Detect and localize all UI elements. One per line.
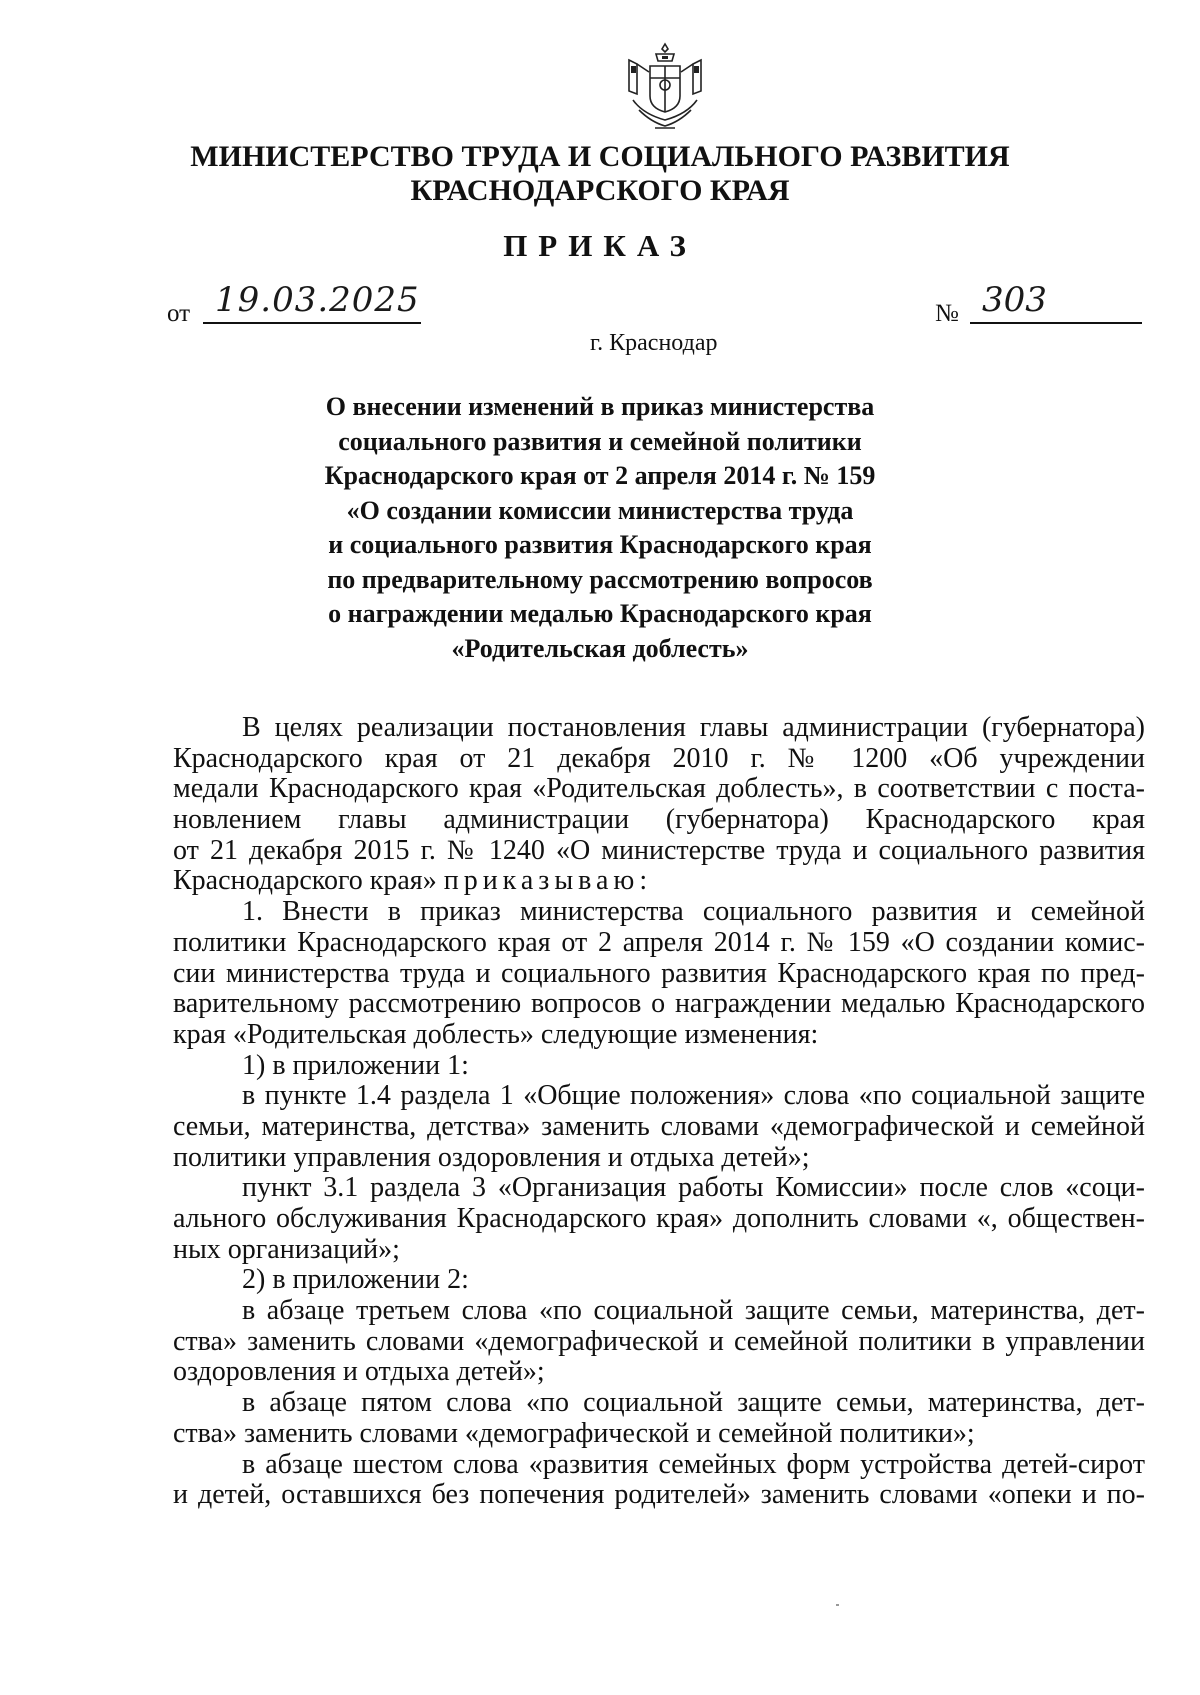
ministry-name-line1: МИНИСТЕРСТВО ТРУДА И СОЦИАЛЬНОГО РАЗВИТИЯ bbox=[190, 140, 1010, 173]
body-line: ального обслуживания Краснодарского края» дополнить словами «, обществен- bbox=[173, 1203, 1145, 1234]
city: г. Краснодар bbox=[590, 330, 718, 356]
subject-line: Краснодарского края от 2 апреля 2014 г. № 159 bbox=[324, 461, 876, 490]
body-line: в пункте 1.4 раздела 1 «Общие положения» слова «по социальной защите bbox=[242, 1080, 1145, 1112]
body-line: оздоровления и отдыха детей»; bbox=[173, 1356, 545, 1388]
body-line bbox=[173, 866, 1145, 897]
scan-speck bbox=[836, 1604, 839, 1606]
order-subject bbox=[0, 390, 1200, 666]
body-line: сии министерства труда и социального развития Краснодарского края по пред- bbox=[173, 957, 1145, 989]
body-line: политики Краснодарского края от 2 апреля 2014 г. № 159 «О создании комис- bbox=[173, 926, 1145, 958]
body-line: 2) в приложении 2: bbox=[242, 1264, 469, 1296]
subject-line: по предварительному рассмотрению вопросов bbox=[327, 564, 873, 594]
body-line: в абзаце третьем слова «по социальной защите семьи, материнства, дет- bbox=[242, 1295, 1145, 1327]
krasnodar-coat-of-arms-icon bbox=[625, 40, 705, 140]
order-title: ПРИКАЗ bbox=[503, 228, 697, 263]
ministry-name bbox=[0, 140, 1200, 208]
document-body bbox=[173, 713, 1145, 1511]
ministry-name-line2: КРАСНОДАРСКОГО КРАЯ bbox=[410, 174, 790, 207]
number-underline bbox=[970, 322, 1142, 324]
body-line: варительному рассмотрению вопросов о награждении медалью Краснодарского bbox=[173, 988, 1145, 1020]
body-text: Краснодарского края» bbox=[173, 865, 437, 897]
body-line: края «Родительская доблесть» следующие изменения: bbox=[173, 1018, 819, 1050]
date-underline bbox=[203, 322, 421, 324]
order-keyword: приказываю: bbox=[443, 865, 653, 897]
body-line: семьи, материнства, детства» заменить словами «демографической и семейной bbox=[173, 1110, 1145, 1142]
date-value: 19.03.2025 bbox=[215, 280, 420, 320]
body-line: от 21 декабря 2015 г. № 1240 «О министерстве труда и социального развития bbox=[173, 834, 1145, 866]
body-line: ства» заменить словами «демографической и семейной политики»; bbox=[173, 1417, 975, 1449]
body-line: и детей, оставшихся без попечения родителей» заменить словами «опеки и по- bbox=[173, 1479, 1145, 1511]
subject-line: и социального развития Краснодарского края bbox=[328, 530, 872, 559]
subject-line: О внесении изменений в приказ министерства bbox=[325, 392, 875, 421]
body-line: В целях реализации постановления главы администрации (губернатора) bbox=[242, 712, 1145, 743]
date-label: от bbox=[167, 300, 191, 327]
body-line: 1) в приложении 1: bbox=[242, 1049, 469, 1081]
body-line: новлением главы администрации (губернатора) Краснодарского края bbox=[173, 804, 1145, 836]
body-line: 1. Внести в приказ министерства социального развития и семейной bbox=[242, 896, 1145, 928]
number-label: № bbox=[935, 300, 959, 327]
body-line: политики управления оздоровления и отдыха детей»; bbox=[173, 1141, 810, 1173]
body-line: ных организаций»; bbox=[173, 1233, 400, 1265]
number-value: 303 bbox=[982, 280, 1047, 320]
subject-line: социального развития и семейной политики bbox=[338, 426, 862, 456]
body-line: Краснодарского края от 21 декабря 2010 г. № 1200 «Об учреждении bbox=[173, 742, 1145, 774]
body-line: пункт 3.1 раздела 3 «Организация работы Комиссии» после слов «соци- bbox=[242, 1172, 1145, 1204]
body-line: ства» заменить словами «демографической и семейной политики в управлении bbox=[173, 1325, 1145, 1357]
subject-line: «Родительская доблесть» bbox=[451, 633, 749, 663]
body-line: в абзаце шестом слова «развития семейных форм устройства детей-сирот bbox=[242, 1448, 1145, 1480]
subject-line: «О создании комиссии министерства труда bbox=[346, 495, 854, 525]
subject-line: о награждении медалью Краснодарского края bbox=[328, 599, 872, 628]
body-line: медали Краснодарского края «Родительская доблесть», в соответствии с поста- bbox=[173, 773, 1145, 805]
body-line: в абзаце пятом слова «по социальной защите семьи, материнства, дет- bbox=[242, 1387, 1145, 1419]
